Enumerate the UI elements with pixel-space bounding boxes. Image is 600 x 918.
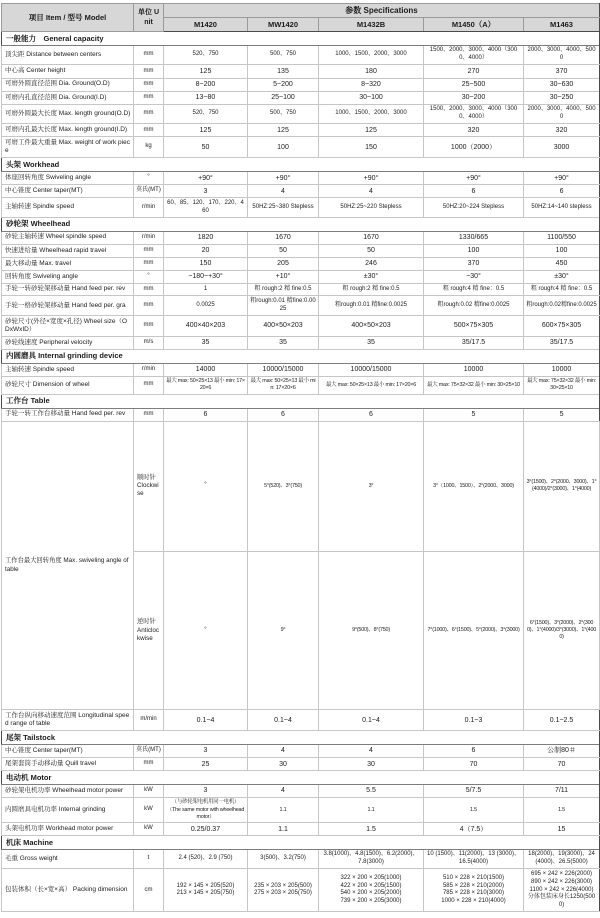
value-cell: 7°(1000)、6°(1500)、5°(2000)、3°(3000) — [424, 551, 524, 709]
row-label: 砂轮尺寸 Dimension of wheel — [2, 376, 134, 394]
value-cell: 150 — [164, 257, 248, 270]
unit-cell: kW — [134, 784, 164, 797]
unit-cell: t — [134, 849, 164, 869]
value-cell: 135 — [248, 65, 319, 78]
model-column-header: M1432B — [319, 18, 424, 32]
value-cell: 0.1~3 — [424, 710, 524, 731]
value-cell: 10000 — [524, 363, 600, 376]
table-row — [2, 124, 600, 137]
value-cell: 10000/15000 — [248, 363, 319, 376]
table-row — [2, 172, 600, 185]
value-cell: 0.1~4 — [164, 710, 248, 731]
unit-cell: 莫氏(MT) — [134, 185, 164, 198]
unit-cell: kW — [134, 797, 164, 822]
unit-cell: 莫氏(MT) — [134, 744, 164, 757]
unit-cell: mm — [134, 78, 164, 91]
value-cell: 10000 — [424, 363, 524, 376]
value-cell: 粗 rough:4 精 fine：0.5 — [524, 283, 600, 295]
value-cell: 35 — [164, 336, 248, 349]
value-cell: 5 — [424, 408, 524, 421]
value-cell: 粗 rough:2 精 fine:0.5 — [319, 283, 424, 295]
value-cell: 0.0025 — [164, 296, 248, 316]
value-cell: 1670 — [319, 231, 424, 244]
value-cell: 4 — [248, 185, 319, 198]
section-title: 内圆磨具 Internal grinding device — [2, 349, 600, 363]
value-cell: 30~100 — [319, 91, 424, 104]
section-title: 砂轮架 Wheelhead — [2, 217, 600, 231]
row-label: 砂轮主轴转速 Wheel spindle speed — [2, 231, 134, 244]
value-cell: 30 — [248, 758, 319, 771]
value-cell: 1.5 — [424, 797, 524, 822]
value-cell: 3 — [164, 744, 248, 757]
value-cell: 15 — [524, 823, 600, 836]
row-label: 回转角度 Swiveling angle — [2, 270, 134, 283]
unit-cell: m/min — [134, 710, 164, 731]
row-sub-label: 逆时针 Anticlockwise — [134, 551, 164, 709]
unit-cell: mm — [134, 104, 164, 124]
value-cell: 6 — [424, 744, 524, 757]
value-cell: 3°(1500)、2°(2000、3000)、1°(4000)/2°(3000)、1°(4000) — [524, 421, 600, 551]
value-cell: 0.1~4 — [319, 710, 424, 731]
value-cell: 3000 — [524, 137, 600, 158]
row-label: 可磨内孔直径范围 Dia. Ground(I.D) — [2, 91, 134, 104]
unit-cell: mm — [134, 316, 164, 337]
value-cell: 粗rough:0.02 精fine:0.0025 — [424, 296, 524, 316]
table-row — [2, 137, 600, 158]
value-cell: 6 — [524, 185, 600, 198]
value-cell: 1000、1500、2000、3000 — [319, 45, 424, 65]
unit-cell: ° — [164, 551, 248, 709]
value-cell: ±30° — [524, 270, 600, 283]
item-model-header: 项目 Item / 型号 Model — [2, 4, 134, 32]
table-row — [2, 231, 600, 244]
value-cell: 322 × 200 × 205(1000) 422 × 200 × 205(1500) 540 × 200 × 205(2000) 739 × 200 × 205(3000) — [319, 869, 424, 912]
row-label: 中心锥度 Center taper(MT) — [2, 744, 134, 757]
unit-cell: mm — [134, 257, 164, 270]
section-title: 头架 Workhead — [2, 158, 600, 172]
row-label: 顶尖距 Distance between centers — [2, 45, 134, 65]
value-cell: （与砂轮架电机用同一电机） （The same motor with wheelhead motor） — [164, 797, 248, 822]
value-cell: 235 × 203 × 205(500) 275 × 203 × 205(750) — [248, 869, 319, 912]
value-cell: 50 — [164, 137, 248, 158]
unit-cell: m/s — [134, 336, 164, 349]
value-cell: 最大 max: 50×25×13 最小 min: 17×20×6 — [248, 376, 319, 394]
value-cell: 7/11 — [524, 784, 600, 797]
unit-header: 单位 Unit — [134, 4, 164, 32]
value-cell: 1100/550 — [524, 231, 600, 244]
row-label: 中心锥度 Center taper(MT) — [2, 185, 134, 198]
value-cell: 3°（1000、1500）、2°(2000、3000) — [424, 421, 524, 551]
value-cell: 3° — [319, 421, 424, 551]
value-cell: 25~100 — [248, 91, 319, 104]
value-cell: 粗rough:0.01 精fine:0.0025 — [319, 296, 424, 316]
row-label: 砂轮架电机功率 Wheelhead motor power — [2, 784, 134, 797]
value-cell: 1820 — [164, 231, 248, 244]
value-cell: 粗rough:0.02精fine:0.0025 — [524, 296, 600, 316]
value-cell: 520、750 — [164, 45, 248, 65]
value-cell: 8~200 — [164, 78, 248, 91]
unit-cell: kW — [134, 823, 164, 836]
spec-table-body — [2, 32, 600, 912]
row-label: 可磨外圆最大长度 Max. length ground(O.D) — [2, 104, 134, 124]
unit-cell: mm — [134, 45, 164, 65]
section-title: 工作台 Table — [2, 394, 600, 408]
table-row — [2, 869, 600, 912]
value-cell: 50 — [248, 244, 319, 257]
row-group-label: 工作台最大回转角度 Max. swiveling angle of table — [2, 421, 134, 710]
value-cell: 1.5 — [319, 823, 424, 836]
row-label: 最大移动量 Max. travel — [2, 257, 134, 270]
value-cell: 5°(520)、3°(750) — [248, 421, 319, 551]
value-cell: 2000、3000、4000、5000 — [524, 45, 600, 65]
spec-table — [1, 3, 600, 912]
value-cell: 20 — [164, 244, 248, 257]
value-cell: 70 — [524, 758, 600, 771]
row-label: 中心高 Center height — [2, 65, 134, 78]
section-title: 尾架 Tailstock — [2, 731, 600, 745]
value-cell: 13~80 — [164, 91, 248, 104]
value-cell: 125 — [164, 65, 248, 78]
row-label: 快速进给量 Wheelhead rapid travel — [2, 244, 134, 257]
model-column-header: M1463 — [524, 18, 600, 32]
value-cell: 370 — [424, 257, 524, 270]
row-label: 可磨内孔最大长度 Max. length ground(I.D) — [2, 124, 134, 137]
table-row — [2, 91, 600, 104]
unit-cell: r/min — [134, 231, 164, 244]
value-cell: +10° — [248, 270, 319, 283]
value-cell: 5~200 — [248, 78, 319, 91]
value-cell: 205 — [248, 257, 319, 270]
value-cell: 1000、1500、2000、3000 — [319, 104, 424, 124]
value-cell: 9° — [248, 551, 319, 709]
value-cell: 450 — [524, 257, 600, 270]
table-row — [2, 376, 600, 394]
value-cell: 14000 — [164, 363, 248, 376]
specifications-header: 参数 Specifications — [164, 4, 600, 18]
value-cell: 3(500)、3.2(750) — [248, 849, 319, 869]
section-title: 电动机 Motor — [2, 771, 600, 785]
value-cell: 3.8(1000)、4.8(1500)、6.2(2000)、7.8(3000) — [319, 849, 424, 869]
table-row — [2, 257, 600, 270]
value-cell: 25~500 — [424, 78, 524, 91]
value-cell: 18(2000)、19(3000)、24 (4000)、26.5(5000) — [524, 849, 600, 869]
value-cell: 125 — [248, 124, 319, 137]
value-cell: 100 — [248, 137, 319, 158]
unit-cell: mm — [134, 91, 164, 104]
table-row — [2, 784, 600, 797]
unit-cell: mm — [134, 758, 164, 771]
value-cell: 0.25/0.37 — [164, 823, 248, 836]
table-row — [2, 744, 600, 757]
value-cell: 400×40×203 — [164, 316, 248, 337]
value-cell: 270 — [424, 65, 524, 78]
unit-cell: mm — [134, 408, 164, 421]
row-label: 尾架套筒手动移动量 Quill travel — [2, 758, 134, 771]
table-row — [2, 823, 600, 836]
value-cell: 最大 max: 50×25×13 最小 min: 17×20×6 — [319, 376, 424, 394]
value-cell: 320 — [424, 124, 524, 137]
value-cell: ±30° — [319, 270, 424, 283]
value-cell: 60、85、120、170、220、460 — [164, 198, 248, 218]
unit-cell: ° — [134, 270, 164, 283]
row-label: 砂轮尺寸(外径×宽度×孔径) Wheel size（ODxWxID） — [2, 316, 134, 337]
value-cell: 1330/665 — [424, 231, 524, 244]
unit-cell: mm — [134, 376, 164, 394]
value-cell: 6 — [248, 408, 319, 421]
value-cell: 2.4 (520)、2.9 (750) — [164, 849, 248, 869]
table-row — [2, 185, 600, 198]
value-cell: 1.1 — [248, 797, 319, 822]
value-cell: 30~630 — [524, 78, 600, 91]
value-cell: 150 — [319, 137, 424, 158]
unit-cell: mm — [134, 65, 164, 78]
value-cell: 6 — [164, 408, 248, 421]
row-label: 毛重 Gross weight — [2, 849, 134, 869]
value-cell: 3 — [164, 784, 248, 797]
table-row — [2, 336, 600, 349]
unit-cell: kg — [134, 137, 164, 158]
table-row — [2, 78, 600, 91]
row-label: 工作台纵向移动速度范围 Longitudinal speed range of table — [2, 710, 134, 731]
row-label: 主轴转速 Spindle speed — [2, 363, 134, 376]
value-cell: 70 — [424, 758, 524, 771]
value-cell: 1.1 — [248, 823, 319, 836]
value-cell: 125 — [164, 124, 248, 137]
value-cell: 100 — [524, 244, 600, 257]
value-cell: 500×75×305 — [424, 316, 524, 337]
value-cell: 4 — [248, 744, 319, 757]
section-title: 机床 Machine — [2, 836, 600, 850]
row-label: 手轮一转工作台移动量 Hand feed per. rev — [2, 408, 134, 421]
value-cell: 246 — [319, 257, 424, 270]
table-row — [2, 758, 600, 771]
model-column-header: M1450（A） — [424, 18, 524, 32]
value-cell: 50HZ:25~220 Stepless — [319, 198, 424, 218]
table-row — [2, 244, 600, 257]
table-row — [2, 270, 600, 283]
row-label: 内圆磨具电机功率 Internal grinding — [2, 797, 134, 822]
value-cell: 粗 rough:2 精 fine:0.5 — [248, 283, 319, 295]
value-cell: 0.1~4 — [248, 710, 319, 731]
unit-cell: mm — [134, 124, 164, 137]
value-cell: 100 — [424, 244, 524, 257]
value-cell: 400×50×203 — [319, 316, 424, 337]
row-label: 可磨外圆直径范围 Dia. Ground(O.D) — [2, 78, 134, 91]
row-label: 手轮一转砂轮架移动量 Hand feed per. rev — [2, 283, 134, 295]
value-cell: 10 (1500)、11(2000)、13 (3000)、16.5(4000) — [424, 849, 524, 869]
value-cell: 25 — [164, 758, 248, 771]
row-label: 体座回转角度 Swiveling angle — [2, 172, 134, 185]
value-cell: 1.5 — [524, 797, 600, 822]
value-cell: 粗 rough:4 精 fine：0.5 — [424, 283, 524, 295]
table-row — [2, 45, 600, 65]
value-cell: 510 × 228 × 210(1500) 585 × 228 × 210(2000) 785 × 228 × 210(3000) 1000 × 228 × 210(4000) — [424, 869, 524, 912]
model-column-header: MW1420 — [248, 18, 319, 32]
value-cell: +90° — [248, 172, 319, 185]
unit-cell: mm — [134, 296, 164, 316]
value-cell: 最大 max: 50×25×13 最小 min: 17×20×6 — [164, 376, 248, 394]
row-label: 主轴转速 Spindle speed — [2, 198, 134, 218]
table-row — [2, 849, 600, 869]
value-cell: 50 — [319, 244, 424, 257]
unit-cell: r/min — [134, 363, 164, 376]
value-cell: 35 — [248, 336, 319, 349]
value-cell: 公制80＃ — [524, 744, 600, 757]
table-row — [2, 198, 600, 218]
row-label: 手轮一格砂轮架移动量 Hand feed per. gra — [2, 296, 134, 316]
table-row — [2, 710, 600, 731]
value-cell: 1670 — [248, 231, 319, 244]
value-cell: 125 — [319, 124, 424, 137]
value-cell: 180 — [319, 65, 424, 78]
value-cell: 35 — [319, 336, 424, 349]
value-cell: 4（7.5） — [424, 823, 524, 836]
value-cell: +90° — [424, 172, 524, 185]
value-cell: −180~+30° — [164, 270, 248, 283]
value-cell: 695 × 242 × 226(2000) 890 × 242 × 226(3000) 1100 × 242 × 226(4000) 分体包装床身长1250(5000) — [524, 869, 600, 912]
value-cell: 400×50×203 — [248, 316, 319, 337]
value-cell: 50HZ:25~380 Stepless — [248, 198, 319, 218]
value-cell: 1 — [164, 283, 248, 295]
value-cell: +90° — [164, 172, 248, 185]
unit-cell: ° — [134, 172, 164, 185]
table-row — [2, 408, 600, 421]
value-cell: 6°(1500)、3°(2000)、2°(3000)、1°(4000)/3°(3000)、1°(4000) — [524, 551, 600, 709]
value-cell: 35/17.5 — [424, 336, 524, 349]
table-row — [2, 65, 600, 78]
value-cell: 30 — [319, 758, 424, 771]
row-label: 可磨工件最大重量 Max. weight of work piece — [2, 137, 134, 158]
value-cell: 4 — [248, 784, 319, 797]
value-cell: 10000/15000 — [319, 363, 424, 376]
value-cell: 最大 max: 75×32×32 最小 min: 30×25×10 — [524, 376, 600, 394]
value-cell: 1.1 — [319, 797, 424, 822]
row-sub-label: 顺时针 Clockwise — [134, 421, 164, 551]
value-cell: 最大 max: 75×32×32 最小 min: 30×25×10 — [424, 376, 524, 394]
value-cell: 8~320 — [319, 78, 424, 91]
unit-cell: mm — [134, 244, 164, 257]
value-cell: 0.1~2.5 — [524, 710, 600, 731]
table-row — [2, 296, 600, 316]
value-cell: 192 × 145 × 205(520) 213 × 145 × 205(750) — [164, 869, 248, 912]
value-cell: 2000、3000、4000、5000 — [524, 104, 600, 124]
table-row — [2, 283, 600, 295]
value-cell: 35/17.5 — [524, 336, 600, 349]
spec-table-header — [2, 4, 600, 32]
value-cell: 6 — [424, 185, 524, 198]
unit-cell: r/min — [134, 198, 164, 218]
row-label: 头架电机功率 Workhead motor power — [2, 823, 134, 836]
value-cell: 粗rough:0.01 精fine:0.0025 — [248, 296, 319, 316]
value-cell: 4 — [319, 744, 424, 757]
unit-cell: cm — [134, 869, 164, 912]
value-cell: 5 — [524, 408, 600, 421]
value-cell: 370 — [524, 65, 600, 78]
unit-cell: ° — [164, 421, 248, 551]
table-row — [2, 104, 600, 124]
value-cell: −30° — [424, 270, 524, 283]
section-title: 一般能力 General capacity — [2, 32, 600, 46]
value-cell: +90° — [319, 172, 424, 185]
table-row — [2, 363, 600, 376]
model-column-header: M1420 — [164, 18, 248, 32]
value-cell: 5/7.5 — [424, 784, 524, 797]
value-cell: 50HZ:14~140 stepless — [524, 198, 600, 218]
row-label: 砂轮线速度 Peripheral velocity — [2, 336, 134, 349]
value-cell: 1500、2000、3000、4000（3000、4000） — [424, 45, 524, 65]
table-row — [2, 316, 600, 337]
row-label: 包装体积（长×宽×高） Packing dimension — [2, 869, 134, 912]
value-cell: 5.5 — [319, 784, 424, 797]
value-cell: 600×75×305 — [524, 316, 600, 337]
unit-cell: mm — [134, 283, 164, 295]
value-cell: 6 — [319, 408, 424, 421]
value-cell: 520、750 — [164, 104, 248, 124]
value-cell: 9°(500)、8°(750) — [319, 551, 424, 709]
value-cell: 30~200 — [424, 91, 524, 104]
value-cell: 3 — [164, 185, 248, 198]
value-cell: 50HZ:20~224 Stepless — [424, 198, 524, 218]
value-cell: 1000（2000） — [424, 137, 524, 158]
value-cell: 500、750 — [248, 104, 319, 124]
value-cell: +90° — [524, 172, 600, 185]
value-cell: 30~250 — [524, 91, 600, 104]
value-cell: 500、750 — [248, 45, 319, 65]
table-row — [2, 421, 600, 551]
value-cell: 320 — [524, 124, 600, 137]
value-cell: 4 — [319, 185, 424, 198]
value-cell: 1500、2000、3000、4000（3000、4000） — [424, 104, 524, 124]
table-row — [2, 797, 600, 822]
